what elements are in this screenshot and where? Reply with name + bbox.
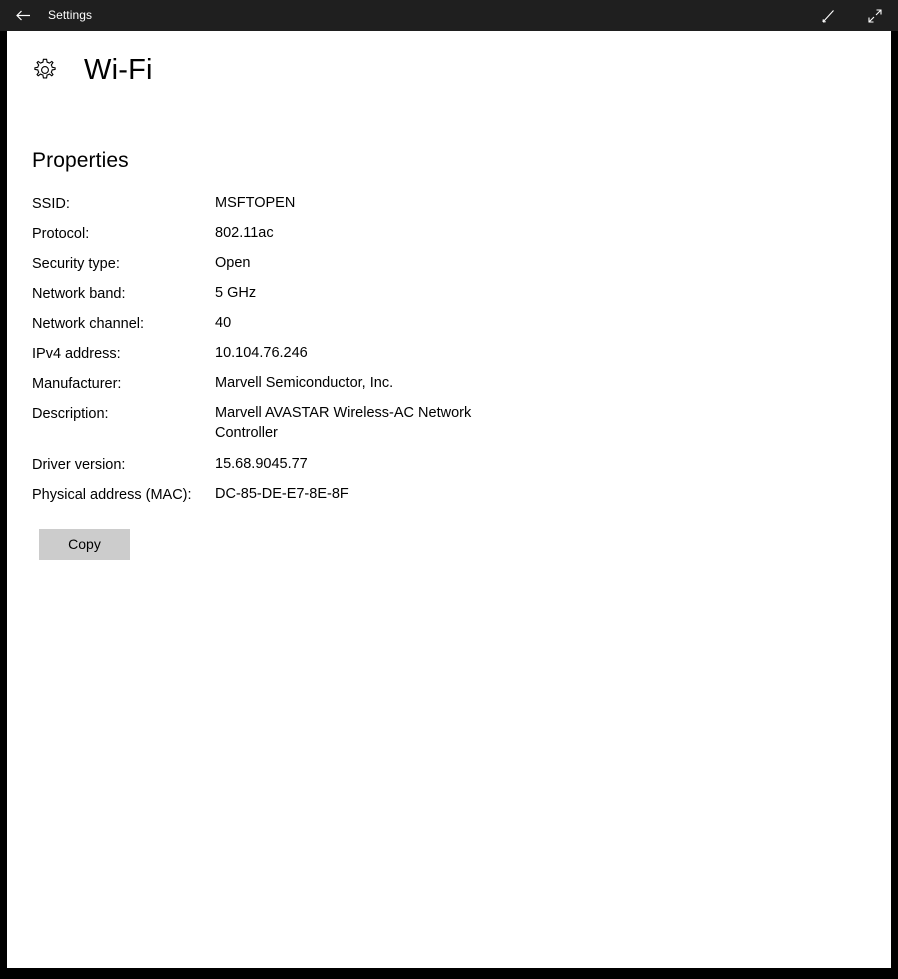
- property-row-security-type: [32, 253, 632, 275]
- title-bar: [0, 0, 898, 31]
- copy-button[interactable]: Copy: [39, 529, 130, 560]
- property-label: IPv4 address:: [32, 346, 121, 362]
- property-row-ssid: [32, 193, 632, 215]
- property-row-manufacturer: [32, 373, 632, 395]
- expand-button[interactable]: [852, 0, 898, 31]
- property-value: Open: [215, 255, 251, 271]
- properties-list: [32, 193, 632, 514]
- property-value: Marvell Semiconductor, Inc.: [215, 375, 394, 391]
- property-value: Marvell AVASTAR Wireless-AC Network Controller: [215, 405, 472, 441]
- property-label: Protocol:: [32, 226, 90, 242]
- property-label: Security type:: [32, 256, 120, 272]
- property-value: 5 GHz: [215, 285, 257, 301]
- property-row-description: [32, 403, 632, 443]
- property-label: Physical address (MAC):: [32, 487, 192, 503]
- back-arrow-icon: [15, 7, 32, 24]
- pen-icon: [820, 7, 838, 25]
- property-value: 40: [215, 315, 232, 331]
- gear-icon: [32, 57, 58, 83]
- property-row-physical-address: [32, 484, 632, 506]
- page-title: Wi-Fi: [84, 54, 153, 86]
- window-title: Settings: [48, 8, 93, 22]
- content-panel: [7, 31, 891, 968]
- property-label: Manufacturer:: [32, 376, 122, 392]
- property-row-network-band: [32, 283, 632, 305]
- property-value: DC-85-DE-E7-8E-8F: [215, 486, 349, 502]
- property-value: MSFTOPEN: [215, 195, 296, 211]
- property-label: Network band:: [32, 286, 126, 302]
- expand-icon: [866, 7, 884, 25]
- property-row-network-channel: [32, 313, 632, 335]
- property-label: Network channel:: [32, 316, 145, 332]
- property-label: SSID:: [32, 196, 70, 212]
- property-row-protocol: [32, 223, 632, 245]
- pen-button[interactable]: [806, 0, 852, 31]
- property-label: Driver version:: [32, 457, 126, 473]
- back-button[interactable]: [0, 0, 46, 31]
- property-row-driver-version: [32, 454, 632, 476]
- property-value: 15.68.9045.77: [215, 456, 308, 472]
- property-value: 802.11ac: [215, 225, 274, 241]
- page-header: [32, 55, 153, 85]
- property-label: Description:: [32, 406, 109, 422]
- section-title: Properties: [32, 149, 129, 172]
- property-row-ipv4-address: [32, 343, 632, 365]
- property-value: 10.104.76.246: [215, 345, 308, 361]
